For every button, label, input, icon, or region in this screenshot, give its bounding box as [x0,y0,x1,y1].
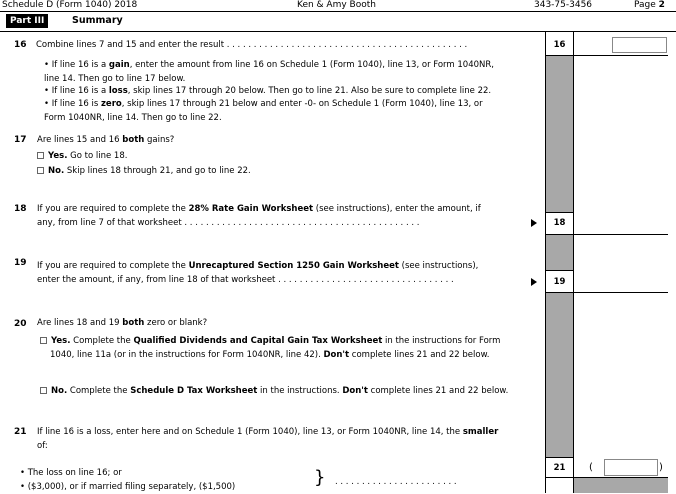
line19-arrow-icon [531,278,537,286]
line20-question: Are lines 18 and 19 both zero or blank? [37,318,208,328]
line17-no-checkbox[interactable] [37,167,44,174]
row18-bottom [546,234,668,235]
line16-bullet-loss: • If line 16 is a loss, skip lines 17 through 20 below. Then go to line 21. Also be sure to complete line 22. [44,86,492,96]
line16-box: 16 [553,40,566,50]
line16-number: 16 [14,40,27,50]
header-rule [0,11,676,12]
part-label: Part III [6,14,48,28]
bullet-icon: • [44,99,52,109]
row19-bottom [546,292,668,293]
line16-amount-input[interactable] [612,37,667,53]
line18-amount-input[interactable] [574,213,668,233]
grey-col-1 [546,55,573,212]
line18-number: 18 [14,204,27,214]
line21-text: If line 16 is a loss, enter here and on Schedule 1 (Form 1040), line 13, or Form 1040NR, line 14, the smaller of: [37,427,499,451]
line17-yes-checkbox[interactable] [37,152,44,159]
line19-text: If you are required to complete the Unrecaptured Section 1250 Gain Worksheet (see instructions), enter the amount, if any, from line 18 of that worksheet . . . . . . . . . . . . . . . . . . . . . . . . . . . . . . . . . [37,261,479,285]
part-rule [0,31,676,32]
grey-col-2 [546,234,573,270]
form-name: Schedule D (Form 1040) 2018 [2,0,138,10]
line21-paren-close: ) [659,462,663,473]
line20-yes-option: Yes. Complete the Qualified Dividends and Capital Gain Tax Worksheet in the instructions for Form [40,334,500,348]
line21-leader: . . . . . . . . . . . . . . . . . . . . . . . [335,477,457,487]
page-num: 2 [658,0,665,10]
line21-paren-open: ( [589,462,593,473]
line16-text: Combine lines 7 and 15 and enter the result . . . . . . . . . . . . . . . . . . . . . . . . . . . . . . . . . . . . . . . . . . . . . [36,40,468,50]
bullet-icon: • [20,468,28,478]
bullet-icon: • [44,60,52,70]
line19-amount-input[interactable] [574,271,668,291]
grey-col-3 [546,292,573,457]
bullet-icon: • [44,86,52,96]
row21-bottom [546,477,668,478]
row21-top [546,457,573,458]
line18-arrow-icon [531,219,537,227]
line17-question: Are lines 15 and 16 both gains? [37,135,175,145]
line21-box: 21 [553,463,566,473]
col-left-rule [545,31,546,493]
line20-no-option: No. Complete the Schedule D Tax Worksheet in the instructions. Don't complete lines 21 and 22 below. [40,384,508,398]
line19-box: 19 [553,277,566,287]
line17-number: 17 [14,135,27,145]
row19-top [546,270,573,271]
col-mid-rule [573,31,574,493]
part-title: Summary [72,15,123,26]
line21-option-loss: • The loss on line 16; or [20,468,122,478]
row16-bottom [546,55,668,56]
line20-yes-cont: 1040, line 11a (or in the instructions for Form 1040NR, line 42). Don't complete lines 21 and 22 below. [50,350,490,360]
line21-option-limit: • ($3,000), or if married filing separately, ($1,500) [20,482,236,492]
line16-bullet-gain: • If line 16 is a gain, enter the amount from line 16 on Schedule 1 (Form 1040), line 13, or Form 1040NR, line 14. Then go to line 17 below. [44,60,494,84]
line17-no-option: No. Skip lines 18 through 21, and go to line 22. [37,164,251,178]
line18-text: If you are required to complete the 28% Rate Gain Worksheet (see instructions), enter the amount, if any, from line 7 of that worksheet . . . . . . . . . . . . . . . . . . . . . . . . . . . . . . . . . . . . . . . . . . . . [37,204,481,228]
page-prefix: Page [634,0,656,10]
line20-yes-checkbox[interactable] [40,337,47,344]
taxpayer-names: Ken & Amy Booth [297,0,376,10]
line21-number: 21 [14,427,27,437]
line17-yes-option: Yes. Go to line 18. [37,149,127,163]
page-number [634,0,665,10]
row18-top [546,212,573,213]
line19-number: 19 [14,258,27,268]
line21-amount-input[interactable] [604,459,658,476]
grey-col-4 [573,477,668,493]
line20-number: 20 [14,319,27,329]
line18-box: 18 [553,218,566,228]
ssn: 343-75-3456 [534,0,593,10]
line21-brace: } [314,467,326,488]
bullet-icon: • [20,482,28,492]
line16-bullet-zero: • If line 16 is zero, skip lines 17 through 21 below and enter -0- on Schedule 1 (Form 1040), line 13, or Form 1040NR, line 14. Then go to line 22. [44,99,483,123]
line20-no-checkbox[interactable] [40,387,47,394]
